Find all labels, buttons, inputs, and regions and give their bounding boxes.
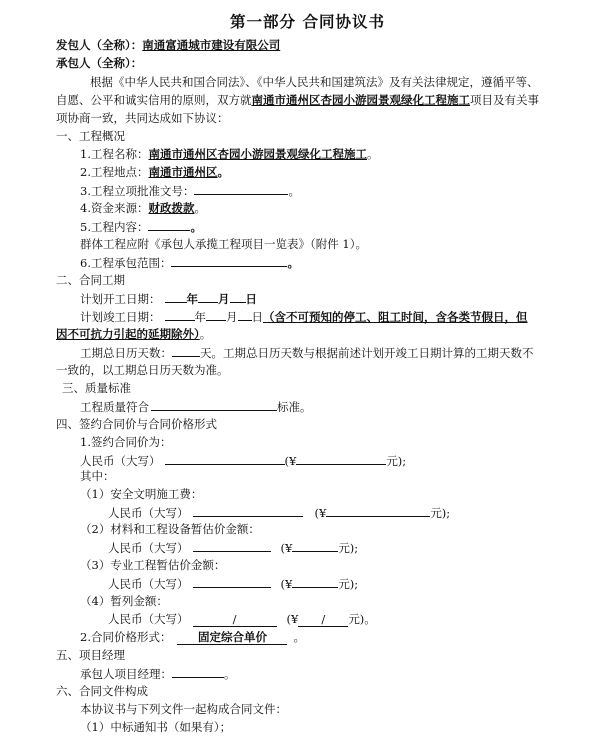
funding-value: 财政拨款	[148, 201, 195, 215]
section-2-heading: 二、合同工期	[56, 273, 125, 287]
approval-number-line: 3.工程立项批准文号： 。	[80, 184, 300, 198]
contractor-line	[56, 56, 142, 70]
price-form-line: 2.合同价格形式： 固定综合单价 。	[80, 630, 305, 644]
project-location-line: 2.工程地点：南通市通州区。	[80, 165, 229, 179]
intro-line-1: 根据《中华人民共和国合同法》、《中华人民共和国建筑法》及有关法律规定，遵循平等、	[90, 75, 539, 89]
project-manager-blank	[172, 666, 224, 678]
document-item-1: （1）中标通知书（如果有）；	[80, 720, 232, 734]
section-4-heading: 四、签约合同价与合同价格形式	[56, 417, 217, 431]
section-1-heading: 一、工程概况	[56, 129, 125, 143]
quality-standard-line: 工程质量符合 标准。	[80, 400, 312, 414]
intro-project-name: 南通市通州区杏园小游园景观绿化工程施工	[251, 93, 470, 107]
item-safety-label: （1）安全文明施工费：	[80, 487, 203, 501]
price-form-value: 固定综合单价	[177, 631, 287, 645]
end-date-note-1: （含不可预知的停工、阻工时间，含各类节假日，但	[263, 310, 528, 324]
project-manager-line: 承包人项目经理： 。	[80, 667, 236, 681]
section-3-heading: 三、质量标准	[62, 381, 131, 395]
item-professional-amount-line: 人民币（大写） (¥ 元);	[108, 577, 359, 591]
funding-line: 4.资金来源：财政拨款。	[80, 201, 206, 215]
end-date-note-line-2: 因不可抗力引起的延期除外）。	[56, 327, 212, 341]
intro-line-2: 自愿、公平和诚实信用的原则，双方就南通市通州区杏园小游园景观绿化工程施工项目及有关事	[56, 93, 539, 107]
section-6-heading: 六、合同文件构成	[56, 684, 148, 698]
quality-standard-blank	[151, 399, 277, 411]
total-days-line: 工期总日历天数： 天。工期总日历天数与根据前述计划开竣工日期计算的工期天数不	[80, 346, 534, 360]
employer-label: 发包人（全称）：	[56, 38, 143, 52]
scope-line: 6.工程承包范围： 。	[80, 256, 299, 270]
contract-price-line: 人民币（大写） (¥ 元);	[80, 454, 407, 468]
employer-name: 南通富通城市建设有限公司	[142, 38, 281, 52]
contract-price-label: 1.签约合同价为：	[80, 435, 172, 449]
item-safety-amount-line: 人民币（大写） (¥ 元);	[108, 506, 451, 520]
item-materials-label: （2）材料和工程设备暂估价金额：	[80, 522, 260, 536]
content-line: 5.工程内容： 。	[80, 220, 202, 234]
among-label: 其中：	[80, 469, 115, 483]
item-professional-label: （3）专业工程暂估价金额：	[80, 558, 226, 572]
planned-start-line: 计划开工日期： 年 月 日	[80, 292, 257, 306]
planned-end-line: 计划竣工日期： 年 月 日（含不可预知的停工、阻工时间，含各类节假日，但	[80, 310, 528, 324]
intro-line-3: 项协商一致，共同达成如下协议：	[56, 111, 229, 125]
item-provisional-amount-line: 人民币（大写） / (¥ / 元)。	[108, 612, 376, 626]
group-project-note: 群体工程应附《承包人承揽工程项目一览表》（附件 1）。	[80, 237, 367, 251]
approval-number-blank	[194, 183, 288, 195]
section-5-heading: 五、项目经理	[56, 648, 125, 662]
documents-intro: 本协议书与下列文件一起构成合同文件：	[80, 702, 287, 716]
total-days-line-2: 一致的，以工期总日历天数为准。	[56, 363, 229, 377]
project-location-value: 南通市通州区	[148, 165, 218, 179]
end-date-note-2: 因不可抗力引起的延期除外）	[56, 327, 200, 341]
contractor-label: 承包人（全称）：	[56, 56, 143, 70]
item-materials-amount-line: 人民币（大写） (¥ 元);	[108, 541, 359, 555]
employer-line	[56, 38, 280, 52]
page-title: 第一部分 合同协议书	[230, 13, 385, 31]
project-name-value: 南通市通州区杏园小游园景观绿化工程施工	[148, 147, 367, 161]
project-name-line: 1.工程名称：南通市通州区杏园小游园景观绿化工程施工。	[80, 147, 379, 161]
scope-blank	[171, 255, 287, 267]
item-provisional-label: （4）暂列金额：	[80, 594, 168, 608]
content-blank	[148, 219, 190, 231]
